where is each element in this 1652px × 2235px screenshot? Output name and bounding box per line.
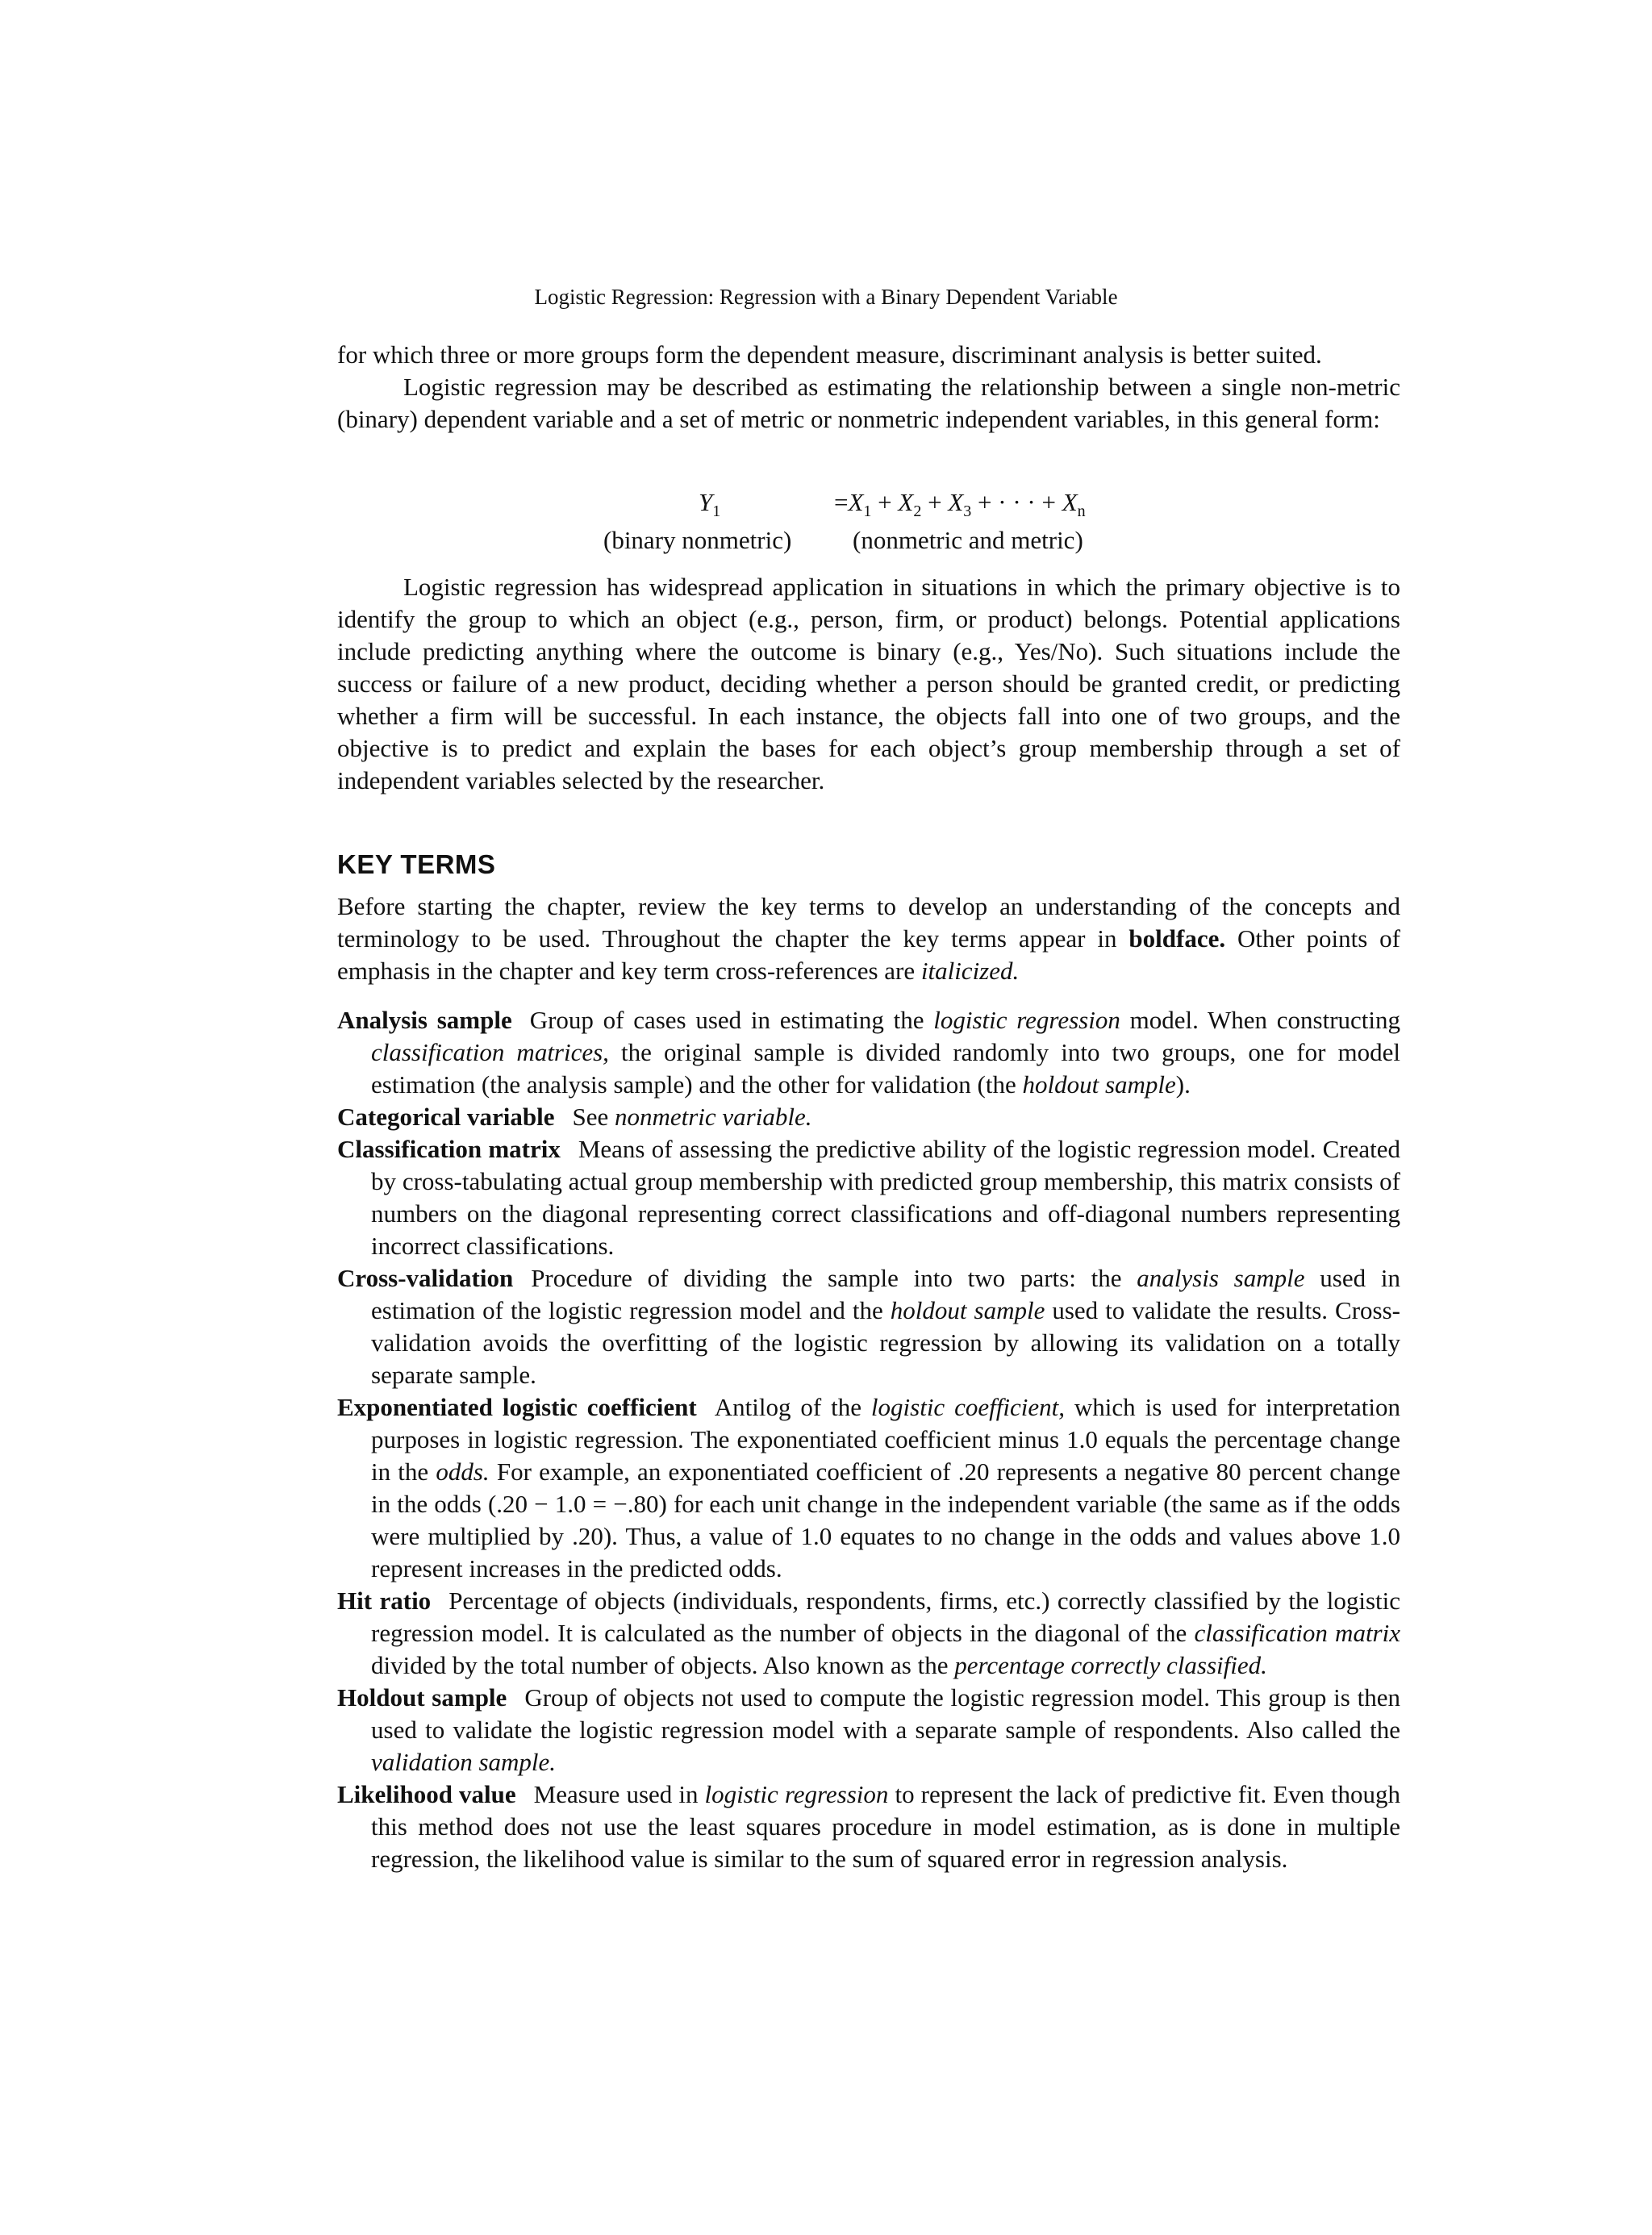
term-analysis-sample: Analysis sample Group of cases used in estimating the logistic regression model. When constructing classification matrices, the original sample is divided randomly into two groups, one for model estimation (the analysis sample) and the other for validation (the holdout sample). (337, 1006, 1400, 1099)
term-name: Exponentiated logistic coefficient (337, 1393, 697, 1421)
intro-paragraph: Logistic regression may be described as estimating the relationship between a single non-metric (binary) dependent variable and a set of metric or nonmetric independent variables, in this general form: (337, 373, 1400, 433)
term-exponentiated-logistic-coefficient: Exponentiated logistic coefficient Antilog of the logistic coefficient, which is used for interpretation purposes in logistic regression. The exponentiated coefficient minus 1.0 equals the percentage change in the odds. For example, an exponentiated coefficient of .20 represents a negative 80 percent change in the odds (.20 − 1.0 = −.80) for each unit change in the independent variable (the same as if the odds were multiplied by .20). Thus, a value of 1.0 equates to no change in the odds and values above 1.0 represent increases in the predicted odds. (337, 1393, 1400, 1582)
term-hit-ratio: Hit ratio Percentage of objects (individuals, respondents, firms, etc.) correctly classified by the logistic regression model. It is calculated as the number of objects in the diagonal of the classification matrix divided by the total number of objects. Also known as the percentage correctly classified. (337, 1587, 1400, 1679)
term-name: Hit ratio (337, 1587, 432, 1615)
formula-lhs: $Y_1$ (699, 488, 721, 521)
application-paragraph: Logistic regression has widespread application in situations in which the primary objective is to identify the group to which an object (e.g., person, firm, or product) belongs. Potential applications include predicting anything where the outcome is binary (e.g., Yes/No). Such situations include the success or failure of a new product, deciding whether a person should be granted credit, or predicting whether a firm will be successful. In each instance, the objects fall into one of two groups, and the objective is to predict and explain the bases for each object’s group membership through a set of independent variables selected by the researcher. (337, 573, 1400, 794)
term-likelihood-value: Likelihood value Measure used in logistic regression to represent the lack of predictive fit. Even though this method does not use the least squares procedure in model estimation, as is done in multiple regression, the likelihood value is similar to the sum of squared error in regression analysis. (337, 1780, 1400, 1873)
term-holdout-sample: Holdout sample Group of objects not used to compute the logistic regression model. This group is then used to validate the logistic regression model with a separate sample of respondents. Also called the validation sample. (337, 1683, 1400, 1776)
formula-rhs-label: (nonmetric and metric) (853, 526, 1083, 554)
term-name: Categorical variable (337, 1103, 555, 1131)
running-head: Logistic Regression: Regression with a Binary Dependent Variable (534, 285, 1118, 309)
term-name: Classification matrix (337, 1135, 561, 1163)
term-cross-validation: Cross-validation Procedure of dividing the sample into two parts: the analysis sample used in estimation of the logistic regression model and the holdout sample used to validate the results. Cross-validation avoids the overfitting of the logistic regression by allowing its validation on a totally separate sample. (337, 1264, 1401, 1389)
key-terms-heading: KEY TERMS (337, 849, 496, 879)
formula-lhs-label: (binary nonmetric) (603, 526, 792, 554)
continued-text: for which three or more groups form the dependent measure, discriminant analysis is better suited. (337, 340, 1322, 369)
formula-rhs: $=X_1 + X_2 + X_3$ + · · · + $X_n$ (834, 488, 1086, 521)
term-name: Cross-validation (337, 1264, 514, 1292)
key-terms-intro-paragraph: Before starting the chapter, review the key terms to develop an understanding of the concepts and terminology to be used. Throughout the chapter the key terms appear in boldface. Other points of emphasis in the chapter and key term cross-references are italicized. (337, 892, 1400, 985)
term-categorical-variable: Categorical variable See nonmetric variable. (337, 1103, 812, 1131)
key-terms-list (337, 1004, 1400, 1875)
application-section (337, 571, 1400, 797)
term-name: Analysis sample (337, 1006, 512, 1034)
term-classification-matrix: Classification matrix Means of assessing the predictive ability of the logistic regression model. Created by cross-tabulating actual group membership with predicted group membership, this matrix consists of numbers on the diagonal representing correct classifications and off-diagonal numbers representing incorrect classifications. (337, 1135, 1400, 1260)
term-name: Holdout sample (337, 1683, 507, 1712)
term-name: Likelihood value (337, 1780, 516, 1808)
key-terms-intro (337, 890, 1400, 987)
intro-section (337, 339, 1400, 436)
